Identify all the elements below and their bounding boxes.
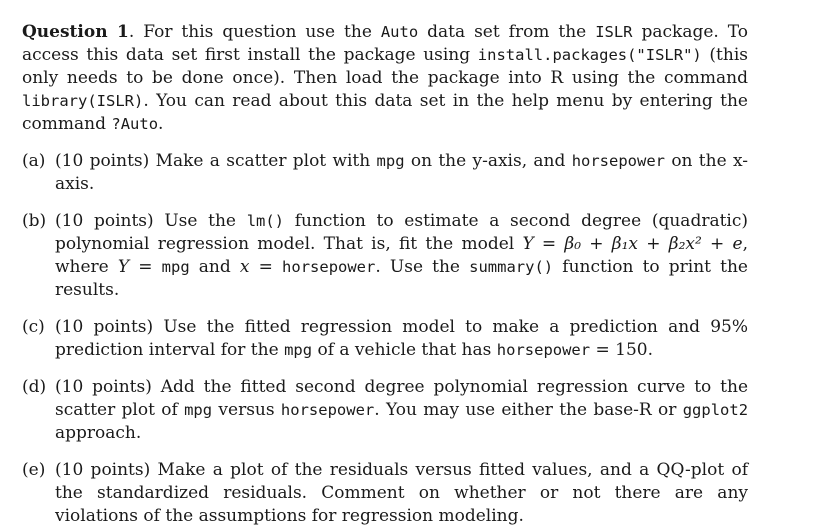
item-body bbox=[55, 376, 748, 445]
code-library: library(ISLR) bbox=[22, 92, 144, 110]
intro-text: . For this question use the bbox=[128, 22, 381, 42]
item-label: (e) bbox=[22, 460, 46, 480]
item-d bbox=[22, 376, 748, 445]
code-install: install.packages("ISLR") bbox=[477, 46, 702, 64]
item-text: = bbox=[249, 257, 283, 277]
item-body bbox=[55, 150, 748, 196]
item-c bbox=[22, 316, 748, 362]
item-text: Use the fitted regression model to make a prediction and 95% prediction interval for the bbox=[55, 317, 748, 360]
item-text: versus bbox=[212, 400, 281, 420]
code-horsepower: horsepower bbox=[280, 401, 375, 419]
item-label: (c) bbox=[22, 317, 45, 337]
item-text: approach. bbox=[55, 423, 142, 443]
code-horsepower: horsepower bbox=[571, 152, 666, 170]
code-ggplot2: ggplot2 bbox=[682, 401, 749, 419]
item-text: = 150. bbox=[590, 340, 654, 360]
item-b bbox=[22, 210, 748, 302]
code-help: ?Auto bbox=[111, 115, 159, 133]
item-text: Make a plot of the residuals versus fitted values, and a QQ-plot of the standardized residuals. Comment on whether or not there are any violations of the assumptions for regression modeling. bbox=[55, 460, 749, 526]
code-mpg: mpg bbox=[284, 341, 313, 359]
item-text: function to estimate a second degree (quadratic) polynomial regression model. That is, fit the model bbox=[55, 211, 749, 254]
code-horsepower: horsepower bbox=[496, 341, 591, 359]
item-text: . You may use either the base-R or bbox=[374, 400, 683, 420]
item-text: on the x-axis. bbox=[55, 151, 748, 194]
item-text: on the y-axis, and bbox=[404, 151, 572, 171]
code-summary: summary() bbox=[469, 258, 554, 276]
item-label: (b) bbox=[22, 211, 47, 231]
question-intro bbox=[22, 21, 748, 136]
intro-text: . You can read about this data set in the help menu by entering the command bbox=[22, 91, 748, 134]
intro-text: (this only needs to be done once). Then load the package into R using the command bbox=[22, 45, 748, 88]
question-title: Question 1 bbox=[22, 22, 129, 42]
points: (10 points) bbox=[55, 460, 151, 480]
item-text: Add the fitted second degree polynomial regression curve to the scatter plot of bbox=[55, 377, 749, 420]
code-mpg: mpg bbox=[161, 258, 190, 276]
item-text: of a vehicle that has bbox=[312, 340, 497, 360]
item-text: Use the bbox=[153, 211, 247, 231]
item-body bbox=[55, 459, 748, 528]
item-body bbox=[55, 316, 748, 362]
item-e bbox=[22, 459, 748, 528]
code-mpg: mpg bbox=[184, 401, 213, 419]
intro-text: data set from the bbox=[418, 22, 596, 42]
item-body bbox=[55, 210, 748, 302]
item-text: , where bbox=[55, 234, 748, 277]
item-text: = bbox=[129, 257, 162, 277]
code-horsepower: horsepower bbox=[282, 258, 376, 276]
item-text: . Use the bbox=[375, 257, 470, 277]
code-auto: Auto bbox=[380, 23, 419, 41]
item-text: function to print the results. bbox=[55, 257, 748, 300]
intro-text: . bbox=[158, 114, 164, 134]
code-mpg: mpg bbox=[376, 152, 405, 170]
points: (10 points) bbox=[55, 151, 150, 171]
points: (10 points) bbox=[55, 317, 154, 337]
intro-text: package. To access this data set first install the package using bbox=[22, 22, 749, 65]
math-y: Y bbox=[117, 257, 130, 277]
code-islr: ISLR bbox=[595, 23, 633, 41]
item-a bbox=[22, 150, 748, 196]
points: (10 points) bbox=[55, 211, 154, 231]
item-text: Make a scatter plot with bbox=[149, 151, 377, 171]
math-x: x bbox=[239, 257, 250, 277]
code-lm: lm() bbox=[246, 212, 285, 230]
model-equation: Y = β₀ + β₁x + β₂x² + e bbox=[522, 234, 743, 254]
question-document bbox=[22, 21, 748, 528]
item-label: (a) bbox=[22, 151, 46, 171]
points: (10 points) bbox=[55, 377, 152, 397]
item-text: and bbox=[189, 257, 240, 277]
item-label: (d) bbox=[22, 377, 47, 397]
